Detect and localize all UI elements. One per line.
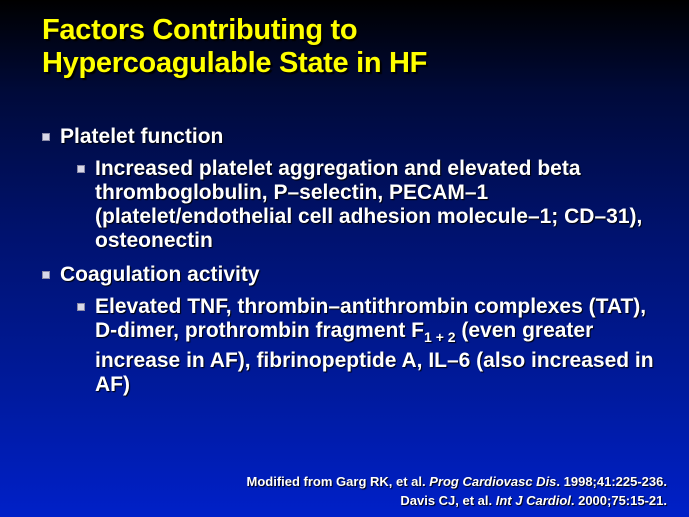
sub-bullet-coagulation-text-pre: Elevated TNF, thrombin–antithrombin complexes (TAT), D-dimer, prothrombin fragment F [95,295,647,342]
square-bullet-icon [77,303,85,311]
reference-davis-suffix: . 2000;75:15-21. [570,493,667,508]
reference-garg-journal: Prog Cardiovasc Dis [429,474,557,489]
subscript-1-plus-2: 1 + 2 [424,329,456,345]
sub-bullet-coagulation-detail [77,295,662,397]
bullet-platelet-label: Platelet function [60,125,224,148]
sub-bullet-platelet-text: Increased platelet aggregation and elevated beta thromboglobulin, P–selectin, PECAM–1 (platelet/endothelial cell adhesion molecule–1; CD–31), osteonectin [95,157,643,252]
bullet-coagulation-label: Coagulation activity [60,263,260,286]
references [247,472,668,510]
reference-davis [247,491,668,510]
reference-garg-prefix: Modified from Garg RK, et al. [246,474,430,489]
sub-bullet-coagulation-text-post: (even greater increase in AF), fibrinopeptide A, IL–6 (also increased in AF) [95,319,654,396]
bullet-platelet-function [42,123,662,151]
bullet-coagulation-activity [42,261,662,289]
square-bullet-icon [42,271,50,279]
slide-title-line-2: Hypercoagulable State in HF [42,47,428,79]
square-bullet-icon [42,133,50,141]
bullet-list [42,123,662,405]
slide-title-line-1: Factors Contributing to [42,14,358,46]
slide-title [42,14,662,80]
square-bullet-icon [77,165,85,173]
reference-garg-suffix: . 1998;41:225-236. [556,474,667,489]
reference-garg [247,472,668,491]
reference-davis-journal: Int J Cardiol [495,493,571,508]
sub-bullet-platelet-detail [77,157,662,253]
reference-davis-prefix: Davis CJ, et al. [400,493,496,508]
